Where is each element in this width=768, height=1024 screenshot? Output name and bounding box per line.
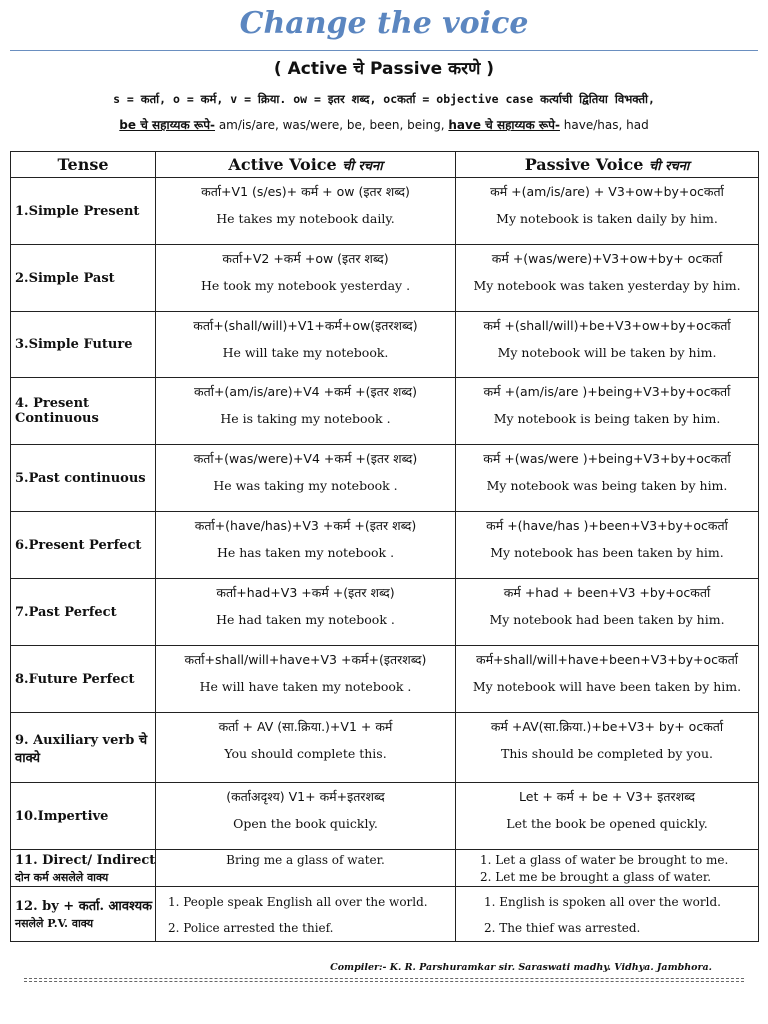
be-forms-values: am/is/are, was/were, be, been, being,	[215, 118, 445, 132]
tense-label: 1.Simple Present	[15, 203, 140, 219]
have-forms-values: have/has, had	[559, 118, 649, 132]
tense-label: 4. Present Continuous	[15, 396, 99, 426]
active-cell	[156, 178, 456, 245]
tense-cell	[11, 887, 156, 942]
active-formula: कर्ता+had+V3 +कर्म +(इतर शब्द)	[216, 585, 395, 600]
table-row	[11, 512, 759, 579]
tense-cell	[11, 579, 156, 646]
header-tense: Tense	[11, 152, 156, 178]
passive-example: My notebook will be taken by him.	[497, 345, 717, 360]
header-active-suffix: ची रचना	[342, 159, 383, 174]
passive-example: 1. Let a glass of water be brought to me.	[480, 853, 729, 867]
active-example: He has taken my notebook .	[216, 545, 395, 560]
passive-cell	[456, 245, 759, 312]
passive-formula: Let + कर्म + be + V3+ इतरशब्द	[519, 789, 695, 804]
passive-cell	[456, 887, 759, 942]
passive-example: My notebook is being taken by him.	[493, 411, 721, 426]
table-row	[11, 378, 759, 445]
tense-label: 9. Auxiliary verb चे वाक्ये	[15, 732, 148, 766]
active-formula: (कर्ताअदृश्य) V1+ कर्म+इतरशब्द	[226, 789, 385, 804]
active-formula: कर्ता+(am/is/are)+V4 +कर्म +(इतर शब्द)	[194, 384, 417, 399]
active-cell	[156, 579, 456, 646]
active-example: He took my notebook yesterday .	[200, 278, 411, 293]
table-row	[11, 783, 759, 850]
tense-label: 7.Past Perfect	[15, 604, 117, 620]
passive-example: 2. Let me be brought a glass of water.	[480, 870, 712, 884]
passive-example: My notebook had been taken by him.	[489, 612, 725, 627]
header-passive	[456, 152, 759, 178]
helper-verb-legend	[0, 116, 768, 133]
header-passive-label: Passive Voice	[524, 155, 644, 174]
active-cell	[156, 312, 456, 378]
passive-formula: कर्म +(was/were)+V3+ow+by+ ocकर्ता	[491, 251, 723, 266]
table-row	[11, 312, 759, 378]
passive-example: 1. English is spoken all over the world.	[484, 895, 721, 909]
footer-divider	[24, 981, 744, 982]
header-passive-suffix: ची रचना	[649, 159, 690, 174]
tense-cell	[11, 378, 156, 445]
passive-formula: कर्म +AV(सा.क्रिया.)+be+V3+ by+ ocकर्ता	[490, 719, 724, 734]
active-formula: कर्ता+(have/has)+V3 +कर्म +(इतर शब्द)	[194, 518, 417, 533]
tense-label: 8.Future Perfect	[15, 671, 135, 687]
tense-line: 11. Direct/ Indirect	[15, 853, 156, 868]
passive-cell	[456, 178, 759, 245]
passive-cell	[456, 783, 759, 850]
have-forms-label: have चे सहाय्यक रूपे-	[448, 118, 560, 132]
table-row	[11, 245, 759, 312]
passive-example: My notebook will have been taken by him.	[472, 679, 742, 694]
passive-example: My notebook has been taken by him.	[490, 545, 724, 560]
active-cell	[156, 512, 456, 579]
table-row	[11, 713, 759, 783]
tense-cell	[11, 178, 156, 245]
page-title: Change the voice	[239, 6, 529, 41]
passive-example: My notebook was taken yesterday by him.	[473, 278, 741, 293]
active-cell	[156, 783, 456, 850]
passive-cell	[456, 579, 759, 646]
table-row	[11, 646, 759, 713]
symbol-legend: s = कर्ता, o = कर्म, v = क्रिया. ow = इतर शब्द, ocकर्ता = objective case कर्त्याची द्वितिया विभक्ती,	[113, 92, 655, 106]
tense-line: दोन कर्म असलेले वाक्य	[15, 871, 109, 884]
passive-cell	[456, 312, 759, 378]
passive-formula: कर्म +(am/is/are) + V3+ow+by+ocकर्ता	[490, 184, 724, 199]
tense-cell	[11, 713, 156, 783]
tense-cell	[11, 445, 156, 512]
active-example: Open the book quickly.	[233, 816, 378, 831]
passive-example: Let the book be opened quickly.	[506, 816, 708, 831]
active-cell	[156, 245, 456, 312]
header-active-label: Active Voice	[228, 155, 337, 174]
active-formula: कर्ता+V2 +कर्म +ow (इतर शब्द)	[222, 251, 389, 266]
table-row	[11, 445, 759, 512]
voice-table	[10, 151, 759, 942]
active-cell	[156, 887, 456, 942]
tense-label: 10.Impertive	[15, 808, 109, 824]
active-example: He was taking my notebook .	[213, 478, 398, 493]
active-example: He will have taken my notebook .	[199, 679, 412, 694]
active-example: 1. People speak English all over the world.	[168, 895, 428, 909]
active-example: He will take my notebook.	[222, 345, 389, 360]
active-formula: कर्ता+(shall/will)+V1+कर्म+ow(इतरशब्द)	[193, 318, 418, 333]
passive-cell	[456, 713, 759, 783]
active-example: He takes my notebook daily.	[216, 211, 395, 226]
passive-formula: कर्म+shall/will+have+been+V3+by+ocकर्ता	[475, 652, 739, 667]
passive-cell	[456, 378, 759, 445]
tense-cell	[11, 245, 156, 312]
tense-label: 2.Simple Past	[15, 270, 115, 286]
passive-example: This should be completed by you.	[501, 746, 713, 761]
active-example: He is taking my notebook .	[220, 411, 391, 426]
passive-formula: कर्म +(shall/will)+be+V3+ow+by+ocकर्ता	[483, 318, 731, 333]
active-formula: कर्ता+shall/will+have+V3 +कर्म+(इतरशब्द)	[184, 652, 427, 667]
active-cell	[156, 713, 456, 783]
active-example: Bring me a glass of water.	[226, 853, 385, 867]
active-example: 2. Police arrested the thief.	[168, 921, 334, 935]
passive-example: My notebook is taken daily by him.	[496, 211, 718, 226]
tense-label: 3.Simple Future	[15, 337, 133, 352]
tense-label: 6.Present Perfect	[15, 537, 142, 553]
table-row	[11, 178, 759, 245]
compiler-credit: Compiler:- K. R. Parshuramkar sir. Saraswati madhy. Vidhya. Jambhora.	[330, 962, 712, 973]
passive-cell	[456, 445, 759, 512]
header-active	[156, 152, 456, 178]
tense-cell	[11, 783, 156, 850]
be-forms-label: be चे सहाय्यक रूपे-	[119, 118, 216, 132]
table-row	[11, 850, 759, 887]
active-cell	[156, 445, 456, 512]
passive-cell	[456, 512, 759, 579]
footer-divider	[24, 978, 744, 979]
active-formula: कर्ता+(was/were)+V4 +कर्म +(इतर शब्द)	[193, 451, 418, 466]
tense-line: नसलेले P.V. वाक्य	[15, 917, 94, 930]
passive-cell	[456, 646, 759, 713]
active-example: He had taken my notebook .	[216, 612, 395, 627]
table-row	[11, 579, 759, 646]
passive-formula: कर्म +(am/is/are )+being+V3+by+ocकर्ता	[483, 384, 731, 399]
active-cell	[156, 850, 456, 887]
tense-label: 5.Past continuous	[15, 470, 146, 486]
tense-line: 12. by + कर्ता. आवश्यक	[15, 899, 153, 914]
passive-formula: कर्म +(have/has )+been+V3+by+ocकर्ता	[486, 518, 728, 533]
tense-cell	[11, 646, 156, 713]
tense-cell	[11, 512, 156, 579]
table-row	[11, 887, 759, 942]
active-formula: कर्ता+V1 (s/es)+ कर्म + ow (इतर शब्द)	[201, 184, 410, 199]
active-cell	[156, 378, 456, 445]
passive-cell	[456, 850, 759, 887]
active-example: You should complete this.	[224, 746, 387, 761]
title-divider	[10, 50, 758, 51]
tense-cell	[11, 850, 156, 887]
passive-formula: कर्म +had + been+V3 +by+ocकर्ता	[503, 585, 711, 600]
table-header	[11, 152, 759, 178]
page-subtitle: ( Active चे Passive करणे )	[273, 59, 495, 79]
passive-example: 2. The thief was arrested.	[484, 921, 641, 935]
passive-formula: कर्म +(was/were )+being+V3+by+ocकर्ता	[483, 451, 731, 466]
passive-example: My notebook was being taken by him.	[486, 478, 728, 493]
tense-cell	[11, 312, 156, 378]
active-formula: कर्ता + AV (सा.क्रिया.)+V1 + कर्म	[218, 719, 393, 734]
active-cell	[156, 646, 456, 713]
